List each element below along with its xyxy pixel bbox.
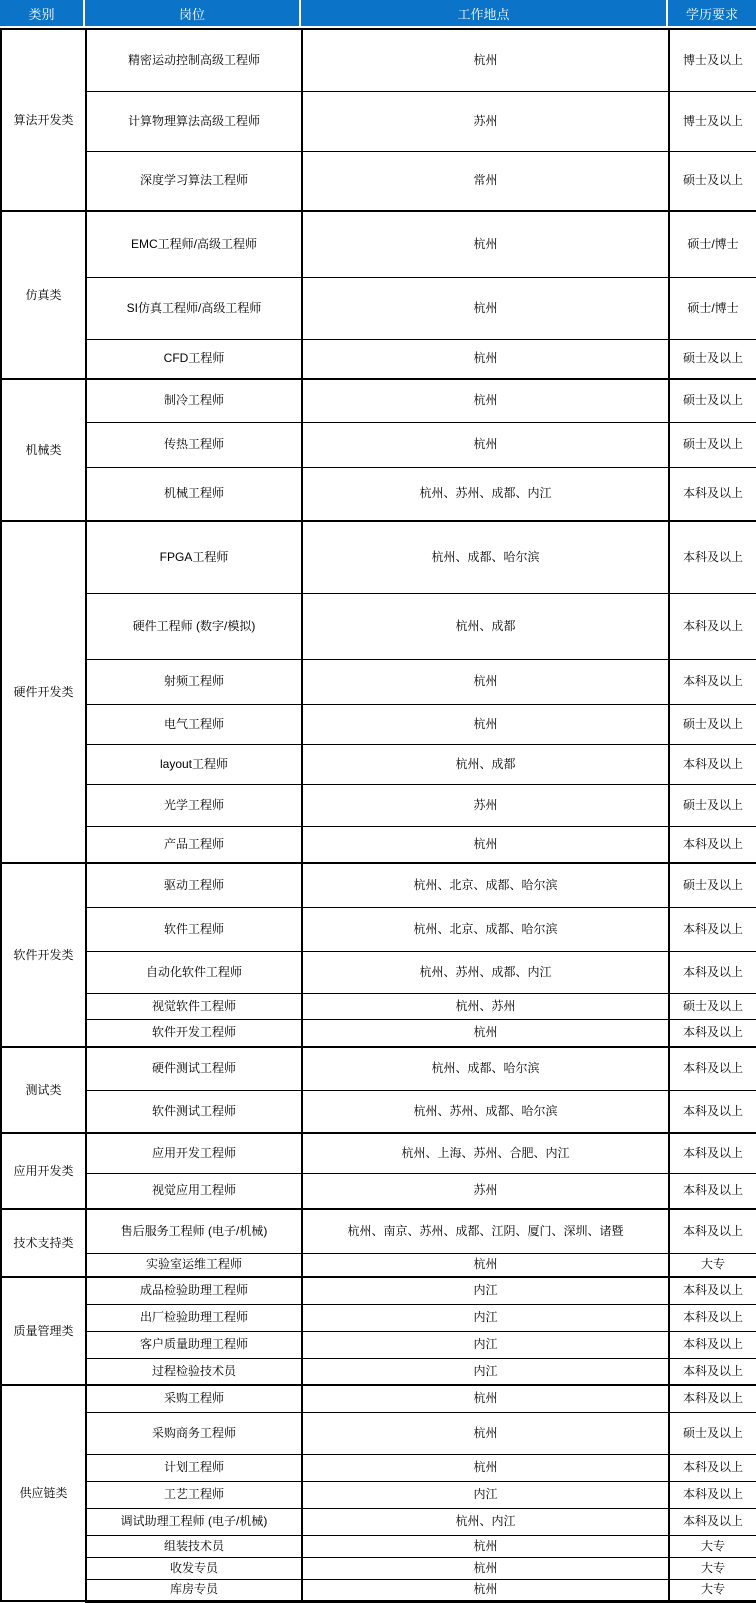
education-cell: 博士及以上 — [669, 29, 756, 91]
table-row — [1, 1454, 756, 1481]
position-cell: 库房专员 — [86, 1579, 302, 1601]
location-cell: 杭州、苏州 — [302, 993, 669, 1019]
location-cell: 杭州 — [302, 1454, 669, 1481]
education-cell: 本科及以上 — [669, 951, 756, 993]
position-cell: EMC工程师/高级工程师 — [86, 211, 302, 277]
table-row — [1, 379, 756, 422]
position-cell: 软件工程师 — [86, 907, 302, 951]
position-cell: SI仿真工程师/高级工程师 — [86, 277, 302, 339]
position-cell: 硬件工程师 (数字/模拟) — [86, 593, 302, 659]
category-cell: 仿真类 — [1, 211, 86, 379]
position-cell: CFD工程师 — [86, 339, 302, 379]
table-row — [1, 826, 756, 863]
table-row — [1, 211, 756, 277]
education-cell: 本科及以上 — [669, 1508, 756, 1535]
location-cell: 苏州 — [302, 784, 669, 826]
location-cell: 杭州 — [302, 277, 669, 339]
category-cell: 质量管理类 — [1, 1277, 86, 1385]
location-cell: 杭州、苏州、成都、内江 — [302, 467, 669, 521]
location-cell: 杭州 — [302, 659, 669, 704]
category-cell: 硬件开发类 — [1, 521, 86, 863]
col-header-location: 工作地点 — [301, 0, 668, 28]
position-cell: 深度学习算法工程师 — [86, 151, 302, 211]
position-cell: 采购工程师 — [86, 1385, 302, 1412]
education-cell: 本科及以上 — [669, 1019, 756, 1047]
location-cell: 杭州 — [302, 422, 669, 467]
education-cell: 本科及以上 — [669, 521, 756, 593]
table-row — [1, 951, 756, 993]
col-header-position: 岗位 — [85, 0, 301, 28]
position-cell: layout工程师 — [86, 744, 302, 784]
location-cell: 内江 — [302, 1481, 669, 1508]
education-cell: 本科及以上 — [669, 1047, 756, 1090]
table-row — [1, 1412, 756, 1454]
table-row — [1, 339, 756, 379]
position-cell: 应用开发工程师 — [86, 1133, 302, 1173]
education-cell: 本科及以上 — [669, 659, 756, 704]
education-cell: 本科及以上 — [669, 1385, 756, 1412]
location-cell: 杭州 — [302, 1385, 669, 1412]
table-row — [1, 1090, 756, 1133]
location-cell: 杭州 — [302, 1019, 669, 1047]
table-row — [1, 1304, 756, 1331]
table-row — [1, 863, 756, 907]
position-cell: 组装技术员 — [86, 1535, 302, 1557]
position-cell: 硬件测试工程师 — [86, 1047, 302, 1090]
position-cell: 售后服务工程师 (电子/机械) — [86, 1209, 302, 1253]
education-cell: 本科及以上 — [669, 1481, 756, 1508]
location-cell: 杭州 — [302, 1579, 669, 1601]
table-row — [1, 593, 756, 659]
location-cell: 杭州、成都 — [302, 593, 669, 659]
position-cell: 自动化软件工程师 — [86, 951, 302, 993]
table-row — [1, 91, 756, 151]
education-cell: 硕士及以上 — [669, 993, 756, 1019]
table-row — [1, 1209, 756, 1253]
education-cell: 大专 — [669, 1557, 756, 1579]
table-row — [1, 151, 756, 211]
education-cell: 本科及以上 — [669, 1173, 756, 1209]
col-header-category: 类别 — [0, 0, 85, 28]
table-row — [1, 659, 756, 704]
education-cell: 硕士及以上 — [669, 422, 756, 467]
education-cell: 硕士及以上 — [669, 339, 756, 379]
position-cell: 传热工程师 — [86, 422, 302, 467]
position-cell: 视觉软件工程师 — [86, 993, 302, 1019]
table-row — [1, 1535, 756, 1557]
position-cell: 驱动工程师 — [86, 863, 302, 907]
position-cell: 成品检验助理工程师 — [86, 1277, 302, 1304]
table-row — [1, 1253, 756, 1277]
location-cell: 杭州 — [302, 704, 669, 744]
location-cell: 杭州、成都、哈尔滨 — [302, 1047, 669, 1090]
table-row — [1, 1173, 756, 1209]
table-row — [1, 907, 756, 951]
education-cell: 本科及以上 — [669, 1209, 756, 1253]
position-cell: 实验室运维工程师 — [86, 1253, 302, 1277]
location-cell: 内江 — [302, 1277, 669, 1304]
table-row — [1, 1133, 756, 1173]
table-row — [1, 1047, 756, 1090]
education-cell: 本科及以上 — [669, 1277, 756, 1304]
education-cell: 本科及以上 — [669, 744, 756, 784]
location-cell: 杭州 — [302, 826, 669, 863]
position-cell: 计算物理算法高级工程师 — [86, 91, 302, 151]
category-cell: 测试类 — [1, 1047, 86, 1133]
table-row — [1, 467, 756, 521]
education-cell: 本科及以上 — [669, 467, 756, 521]
position-cell: 光学工程师 — [86, 784, 302, 826]
education-cell: 大专 — [669, 1253, 756, 1277]
category-cell: 技术支持类 — [1, 1209, 86, 1277]
position-cell: 采购商务工程师 — [86, 1412, 302, 1454]
location-cell: 杭州、苏州、成都、哈尔滨 — [302, 1090, 669, 1133]
location-cell: 杭州、内江 — [302, 1508, 669, 1535]
table-row — [1, 1557, 756, 1579]
location-cell: 常州 — [302, 151, 669, 211]
education-cell: 本科及以上 — [669, 826, 756, 863]
location-cell: 杭州 — [302, 1557, 669, 1579]
education-cell: 大专 — [669, 1579, 756, 1601]
location-cell: 杭州 — [302, 1535, 669, 1557]
position-cell: 软件测试工程师 — [86, 1090, 302, 1133]
table-row — [1, 1331, 756, 1358]
table-row — [1, 1579, 756, 1601]
location-cell: 苏州 — [302, 1173, 669, 1209]
table-row — [1, 993, 756, 1019]
table-row — [1, 1481, 756, 1508]
location-cell: 内江 — [302, 1331, 669, 1358]
position-cell: 客户质量助理工程师 — [86, 1331, 302, 1358]
location-cell: 苏州 — [302, 91, 669, 151]
position-cell: 射频工程师 — [86, 659, 302, 704]
location-cell: 杭州、南京、苏州、成都、江阴、厦门、深圳、诸暨 — [302, 1209, 669, 1253]
category-cell: 供应链类 — [1, 1385, 86, 1601]
education-cell: 本科及以上 — [669, 1454, 756, 1481]
table-row — [1, 422, 756, 467]
location-cell: 杭州、苏州、成都、内江 — [302, 951, 669, 993]
table-row — [1, 277, 756, 339]
col-header-education: 学历要求 — [668, 0, 756, 28]
location-cell: 内江 — [302, 1358, 669, 1385]
position-cell: FPGA工程师 — [86, 521, 302, 593]
category-cell: 算法开发类 — [1, 29, 86, 211]
education-cell: 本科及以上 — [669, 1304, 756, 1331]
location-cell: 杭州 — [302, 379, 669, 422]
position-cell: 工艺工程师 — [86, 1481, 302, 1508]
category-cell: 机械类 — [1, 379, 86, 521]
location-cell: 杭州 — [302, 29, 669, 91]
education-cell: 本科及以上 — [669, 593, 756, 659]
education-cell: 硕士及以上 — [669, 379, 756, 422]
education-cell: 大专 — [669, 1535, 756, 1557]
education-cell: 本科及以上 — [669, 1331, 756, 1358]
position-cell: 软件开发工程师 — [86, 1019, 302, 1047]
education-cell: 本科及以上 — [669, 907, 756, 951]
table-row — [1, 744, 756, 784]
job-table — [0, 28, 756, 1603]
education-cell: 硕士及以上 — [669, 863, 756, 907]
category-cell: 软件开发类 — [1, 863, 86, 1047]
table-row — [1, 1019, 756, 1047]
position-cell: 计划工程师 — [86, 1454, 302, 1481]
education-cell: 博士及以上 — [669, 91, 756, 151]
table-row — [1, 784, 756, 826]
position-cell: 机械工程师 — [86, 467, 302, 521]
table-row — [1, 1385, 756, 1412]
location-cell: 杭州 — [302, 1253, 669, 1277]
education-cell: 硕士及以上 — [669, 1412, 756, 1454]
location-cell: 内江 — [302, 1304, 669, 1331]
education-cell: 本科及以上 — [669, 1090, 756, 1133]
position-cell: 视觉应用工程师 — [86, 1173, 302, 1209]
location-cell: 杭州 — [302, 1412, 669, 1454]
education-cell: 硕士/博士 — [669, 277, 756, 339]
position-cell: 电气工程师 — [86, 704, 302, 744]
table-header-row — [0, 0, 756, 28]
position-cell: 制冷工程师 — [86, 379, 302, 422]
location-cell: 杭州 — [302, 339, 669, 379]
table-row — [1, 29, 756, 91]
table-row — [1, 1277, 756, 1304]
education-cell: 硕士及以上 — [669, 151, 756, 211]
position-cell: 收发专员 — [86, 1557, 302, 1579]
location-cell: 杭州、北京、成都、哈尔滨 — [302, 863, 669, 907]
education-cell: 硕士及以上 — [669, 704, 756, 744]
position-cell: 过程检验技术员 — [86, 1358, 302, 1385]
table-row — [1, 1508, 756, 1535]
education-cell: 硕士及以上 — [669, 784, 756, 826]
location-cell: 杭州、成都 — [302, 744, 669, 784]
table-row — [1, 704, 756, 744]
education-cell: 本科及以上 — [669, 1358, 756, 1385]
position-cell: 产品工程师 — [86, 826, 302, 863]
location-cell: 杭州、上海、苏州、合肥、内江 — [302, 1133, 669, 1173]
position-cell: 出厂检验助理工程师 — [86, 1304, 302, 1331]
location-cell: 杭州、成都、哈尔滨 — [302, 521, 669, 593]
category-cell: 应用开发类 — [1, 1133, 86, 1209]
location-cell: 杭州 — [302, 211, 669, 277]
education-cell: 硕士/博士 — [669, 211, 756, 277]
table-row — [1, 1358, 756, 1385]
education-cell: 本科及以上 — [669, 1133, 756, 1173]
table-row — [1, 521, 756, 593]
position-cell: 调试助理工程师 (电子/机械) — [86, 1508, 302, 1535]
location-cell: 杭州、北京、成都、哈尔滨 — [302, 907, 669, 951]
position-cell: 精密运动控制高级工程师 — [86, 29, 302, 91]
